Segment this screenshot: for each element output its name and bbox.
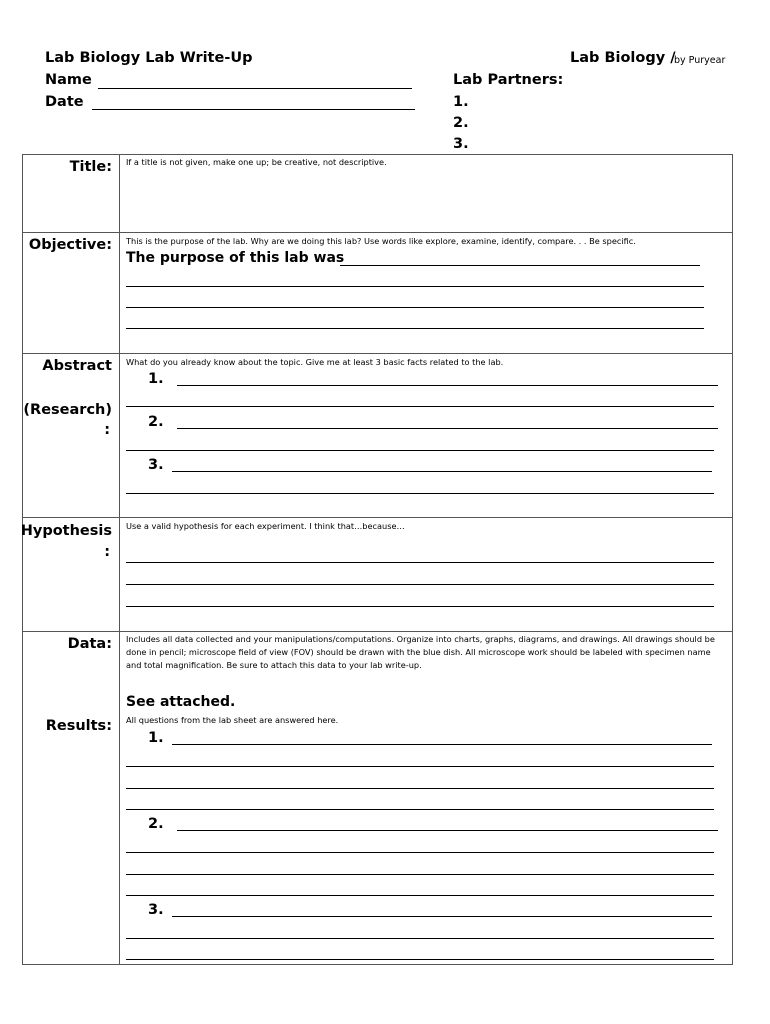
data-section-label: Data: <box>67 636 112 652</box>
abstract-answer-line[interactable] <box>126 406 714 407</box>
lab-partner-3[interactable]: 3. <box>453 136 469 152</box>
table-left-border <box>22 154 23 965</box>
results-answer-line[interactable] <box>126 788 714 789</box>
table-right-border <box>732 154 733 965</box>
results-answer-line[interactable] <box>126 852 714 853</box>
hypothesis-answer-line[interactable] <box>126 606 714 607</box>
row-divider <box>22 232 733 233</box>
results-answer-line[interactable] <box>126 766 714 767</box>
results-item-number: 1. <box>148 730 164 746</box>
results-answer-line[interactable] <box>126 874 714 875</box>
results-answer-line[interactable] <box>126 959 714 960</box>
abstract-answer-line[interactable] <box>126 450 714 451</box>
abstract-answer-line[interactable] <box>172 471 712 472</box>
hypothesis-section-label-colon: : <box>104 544 110 560</box>
results-answer-line[interactable] <box>172 916 712 917</box>
lab-partner-1[interactable]: 1. <box>453 94 469 110</box>
author-credit: by Puryear <box>674 55 726 66</box>
abstract-answer-line[interactable] <box>177 428 718 429</box>
abstract-item-number: 2. <box>148 414 164 430</box>
name-label: Name <box>45 72 92 88</box>
date-field[interactable] <box>92 109 415 110</box>
results-answer-line[interactable] <box>126 809 714 810</box>
title-section-label: Title: <box>69 159 112 175</box>
abstract-item-number: 3. <box>148 457 164 473</box>
abstract-section-label-colon: : <box>104 422 110 438</box>
objective-answer-line[interactable] <box>340 265 700 266</box>
name-field[interactable] <box>98 88 412 89</box>
form-title: Lab Biology Lab Write-Up <box>45 50 253 66</box>
objective-section-label: Objective: <box>28 237 112 253</box>
date-label: Date <box>45 94 84 110</box>
results-answer-line[interactable] <box>126 938 714 939</box>
lab-partners-label: Lab Partners: <box>453 72 564 88</box>
results-answer-line[interactable] <box>177 830 718 831</box>
abstract-item-number: 1. <box>148 371 164 387</box>
title-instruction: If a title is not given, make one up; be creative, not descriptive. <box>126 157 387 167</box>
objective-answer-line[interactable] <box>126 328 704 329</box>
results-section-label: Results: <box>45 718 112 734</box>
objective-answer-line[interactable] <box>126 286 704 287</box>
objective-answer-line[interactable] <box>126 307 704 308</box>
row-divider <box>22 353 733 354</box>
results-item-number: 3. <box>148 902 164 918</box>
results-instruction: All questions from the lab sheet are answered here. <box>126 715 339 725</box>
abstract-answer-line[interactable] <box>126 493 714 494</box>
hypothesis-section-label: Hypothesis <box>20 523 112 539</box>
results-item-number: 2. <box>148 816 164 832</box>
abstract-answer-line[interactable] <box>177 385 718 386</box>
lab-partner-2[interactable]: 2. <box>453 115 469 131</box>
hypothesis-answer-line[interactable] <box>126 584 714 585</box>
table-column-divider <box>119 154 120 965</box>
results-answer-line[interactable] <box>126 895 714 896</box>
row-divider <box>22 631 733 632</box>
title-answer-area[interactable] <box>122 172 728 228</box>
objective-instruction: This is the purpose of the lab. Why are we doing this lab? Use words like explore, examine, identify, compare. . . Be specific. <box>126 236 636 246</box>
hypothesis-instruction: Use a valid hypothesis for each experiment. I think that…because… <box>126 521 405 531</box>
data-instruction: Includes all data collected and your manipulations/computations. Organize into charts, graphs, diagrams, and drawings. All drawings should be done in pencil; microscope field of view (FOV) should be drawn with the blue dish. All microscope work should be labeled with specimen name and total magnification. Be sure to attach this data to your lab write-up. <box>126 634 715 670</box>
results-answer-line[interactable] <box>172 744 712 745</box>
course-name: Lab Biology / <box>570 50 676 66</box>
abstract-section-label-research: (Research) <box>23 402 112 418</box>
data-note: See attached. <box>126 694 236 710</box>
objective-prompt: The purpose of this lab was <box>126 250 345 266</box>
row-divider <box>22 517 733 518</box>
table-bottom-border <box>22 964 733 965</box>
abstract-instruction: What do you already know about the topic. Give me at least 3 basic facts related to the lab. <box>126 357 504 367</box>
table-top-border <box>22 154 733 155</box>
abstract-section-label: Abstract <box>42 358 112 374</box>
hypothesis-answer-line[interactable] <box>126 562 714 563</box>
